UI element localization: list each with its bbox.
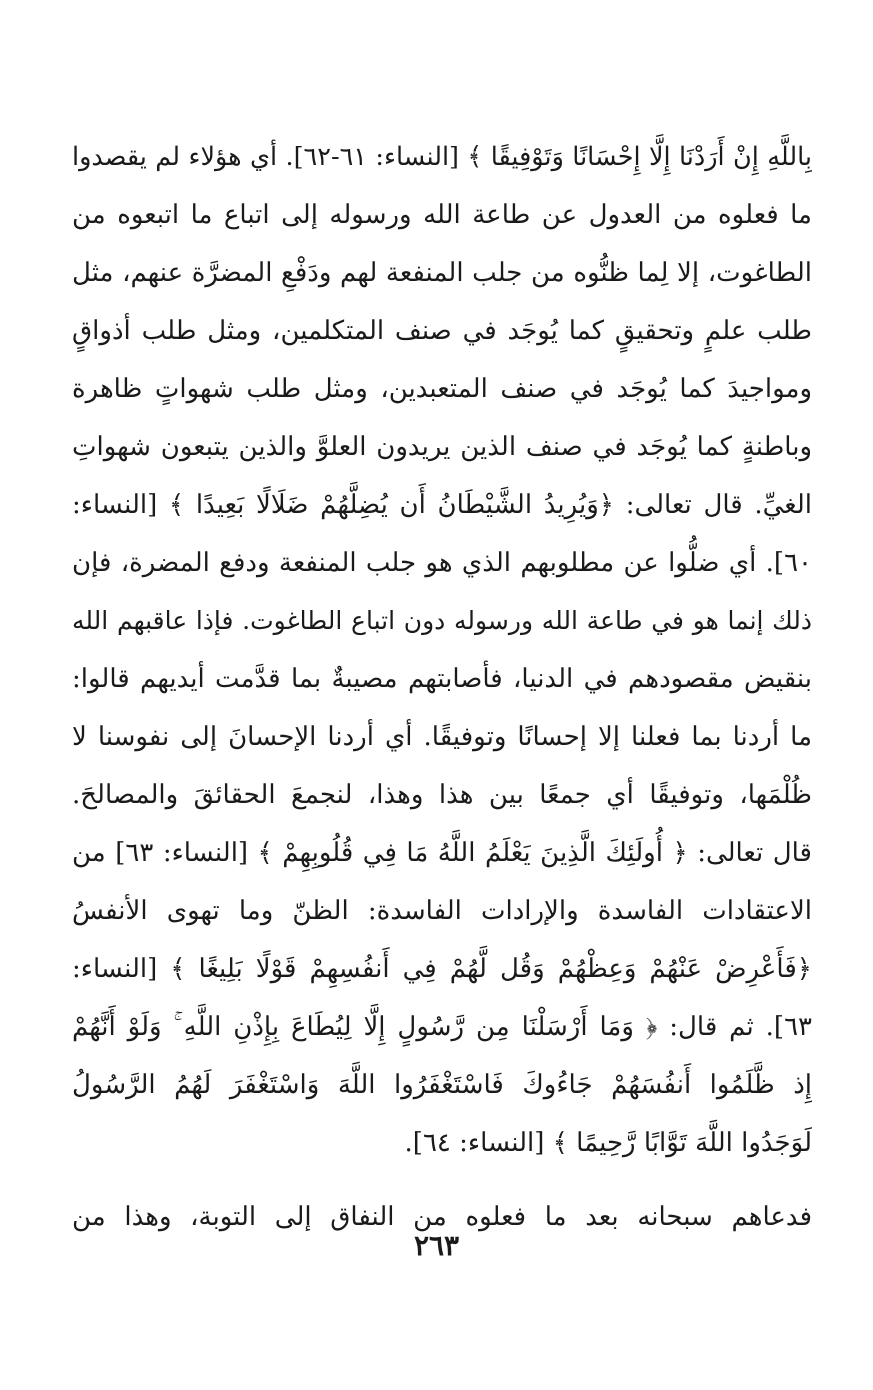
text-line: قال تعالى: ﴿ أُولَئِكَ الَّذِينَ يَعْلَمُ اللَّهُ مَا فِي قُلُوبِهِمْ ﴾ [النساء: ٦٣] من bbox=[72, 838, 812, 868]
body-text bbox=[72, 128, 812, 1246]
text-line: بِاللَّهِ إِنْ أَرَدْنَا إِلَّا إِحْسَانًا وَتَوْفِيقًا ﴾ [النساء: ٦١-٦٢]. أي هؤلاء لم يقصدوا bbox=[72, 142, 812, 172]
text-line: الغيِّ. قال تعالى: ﴿وَيُرِيدُ الشَّيْطَانُ أَن يُضِلَّهُمْ ضَلَالًا بَعِيدًا ﴾ [النساء: bbox=[72, 490, 812, 520]
text-line: بنقيض مقصودهم في الدنيا، فأصابتهم مصيبةٌ بما قدَّمت أيديهم قالوا: bbox=[72, 664, 812, 694]
text-line: طلب علمٍ وتحقيقٍ كما يُوجَد في صنف المتكلمين، ومثل طلب أذواقٍ bbox=[72, 316, 812, 346]
page-number: ٢٦٣ bbox=[413, 1229, 460, 1262]
text-line: ٦٠]. أي ضلُّوا عن مطلوبهم الذي هو جلب المنفعة ودفع المضرة، فإن bbox=[72, 548, 812, 578]
text-line: ذلك إنما هو في طاعة الله ورسوله دون اتباع الطاغوت. فإذا عاقبهم الله bbox=[72, 606, 812, 635]
text-line: الطاغوت، إلا لِما ظنُّوه من جلب المنفعة لهم ودَفْعِ المضرَّة عنهم، مثل bbox=[72, 258, 812, 288]
text-line: لَوَجَدُوا اللَّهَ تَوَّابًا رَّحِيمًا ﴾ [النساء: ٦٤]. bbox=[404, 1128, 812, 1158]
text-line: ٦٣]. ثم قال: ﴿ وَمَا أَرْسَلْنَا مِن رَّسُولٍ إِلَّا لِيُطَاعَ بِإِذْنِ اللَّهِ ۚ وَلَوْ أَنَّهُمْ bbox=[72, 1012, 812, 1042]
text-line: فدعاهم سبحانه بعد ما فعلوه من النفاق إلى التوبة، وهذا من bbox=[72, 1202, 812, 1232]
text-line: ومواجيدَ كما يُوجَد في صنف المتعبدين، ومثل طلب شهواتٍ ظاهرة bbox=[72, 374, 812, 404]
text-line: وباطنةٍ كما يُوجَد في صنف الذين يريدون العلوَّ والذين يتبعون شهواتِ bbox=[72, 432, 812, 462]
text-line: إِذ ظَّلَمُوا أَنفُسَهُمْ جَاءُوكَ فَاسْتَغْفَرُوا اللَّهَ وَاسْتَغْفَرَ لَهُمُ الرَّسُولُ bbox=[72, 1070, 812, 1100]
text-line: ﴿فَأَعْرِضْ عَنْهُمْ وَعِظْهُمْ وَقُل لَّهُمْ فِي أَنفُسِهِمْ قَوْلًا بَلِيغًا ﴾ [النساء: bbox=[72, 954, 812, 984]
text-line: ما أردنا بما فعلنا إلا إحسانًا وتوفيقًا. أي أردنا الإحسانَ إلى نفوسنا لا bbox=[72, 722, 812, 752]
text-line: ما فعلوه من العدول عن طاعة الله ورسوله إلى اتباع ما اتبعوه من bbox=[72, 200, 812, 230]
text-line: الاعتقادات الفاسدة والإرادات الفاسدة: الظنّ وما تهوى الأنفسُ bbox=[72, 896, 812, 926]
paragraph-gap bbox=[72, 1172, 812, 1188]
paragraph bbox=[72, 128, 812, 1172]
text-line: ظُلْمَها، وتوفيقًا أي جمعًا بين هذا وهذا، لنجمعَ الحقائقَ والمصالحَ. bbox=[72, 780, 812, 810]
